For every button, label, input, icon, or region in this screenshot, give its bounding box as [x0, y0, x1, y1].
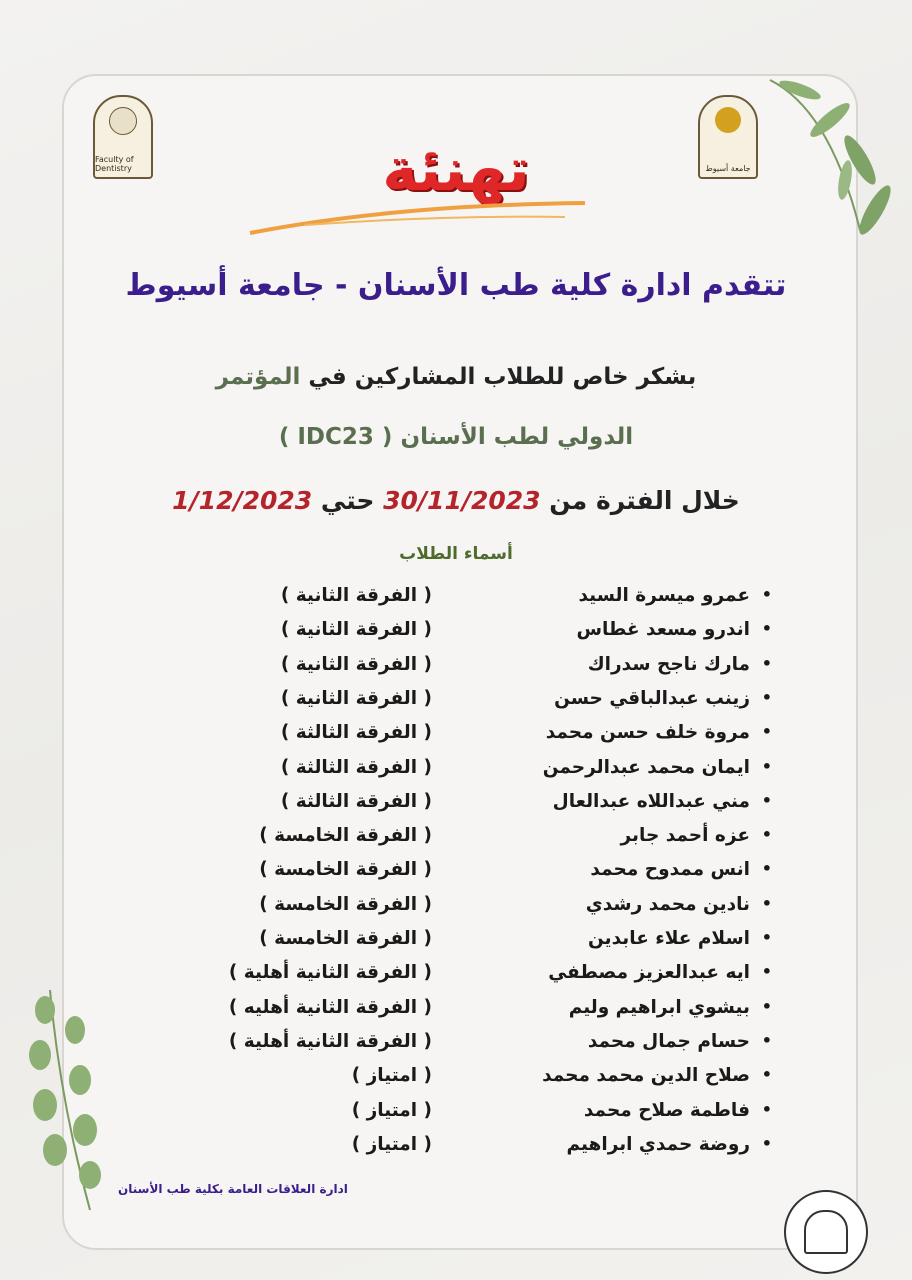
bullet-icon: •: [761, 1133, 772, 1153]
student-grade: ( الفرقة الثانية أهليه ): [228, 996, 432, 1018]
student-grade: ( الفرقة الثالثة ): [280, 722, 432, 744]
list-item: [0, 859, 912, 893]
list-item: [0, 654, 912, 688]
faculty-logo-text: Faculty of Dentistry: [95, 155, 134, 173]
list-item: [0, 585, 912, 619]
student-name: ايمان محمد عبدالرحمن: [542, 756, 750, 778]
bullet-icon: •: [761, 619, 772, 639]
student-name: اسلام علاء عابدين: [588, 928, 750, 949]
footer-credit: ادارة العلاقات العامة بكلية طب الأسنان: [118, 1182, 348, 1196]
student-name: روضة حمدي ابراهيم: [566, 1133, 750, 1155]
page-title: تهنئة: [382, 135, 530, 205]
student-grade: ( الفرقة الثانية أهلية ): [228, 1030, 432, 1052]
student-grade: ( الفرقة الثانية أهلية ): [228, 962, 432, 984]
list-item: [0, 894, 912, 928]
date-range: [0, 486, 912, 515]
student-name: مروة خلف حسن محمد: [545, 722, 750, 744]
student-name: اندرو مسعد غطاس: [576, 619, 750, 641]
bullet-icon: •: [761, 1099, 772, 1119]
list-item: [0, 928, 912, 962]
student-name: انس ممدوح محمد: [590, 859, 750, 881]
thanks-text: بشكر خاص للطلاب المشاركين في: [300, 364, 697, 390]
student-grade: ( الفرقة الثانية ): [280, 585, 432, 606]
student-grade: ( الفرقة الثانية ): [280, 619, 432, 641]
list-item: [0, 619, 912, 653]
bullet-icon: •: [761, 653, 772, 673]
thanks-line: [0, 364, 912, 390]
student-name: عزه أحمد جابر: [620, 825, 750, 847]
list-item: [0, 997, 912, 1031]
date-from: 30/11/2023: [383, 486, 541, 515]
student-name: حسام جمال محمد: [587, 1030, 750, 1052]
list-item: [0, 757, 912, 791]
swoosh-decoration-icon: [245, 195, 595, 240]
list-item: [0, 825, 912, 859]
period-label: خلال الفترة من: [540, 486, 740, 515]
student-name: مارك ناجح سدراك: [587, 653, 750, 675]
student-name: مني عبداللاه عبدالعال: [552, 790, 750, 812]
conference-name: الدولي لطب الأسنان ( IDC23 ): [278, 424, 634, 450]
list-item: [0, 1134, 912, 1168]
student-name: ايه عبدالعزيز مصطفي: [548, 962, 750, 984]
student-grade: ( امتياز ): [351, 1065, 432, 1087]
student-grade: ( امتياز ): [351, 1133, 432, 1155]
bullet-icon: •: [761, 893, 772, 913]
conference-word: المؤتمر: [215, 364, 301, 390]
to-label: حتي: [312, 486, 384, 515]
university-logo-text: جامعة أسيوط: [705, 164, 751, 173]
list-item: [0, 1031, 912, 1065]
bullet-icon: •: [761, 996, 772, 1016]
bullet-icon: •: [761, 859, 772, 879]
student-grade: ( الفرقة الثالثة ): [280, 790, 432, 812]
student-grade: ( الفرقة الثانية ): [280, 687, 432, 709]
student-grade: ( الفرقة الخامسة ): [259, 893, 432, 915]
bullet-icon: •: [761, 687, 772, 707]
student-name: عمرو ميسرة السيد: [578, 585, 750, 606]
student-grade: ( الفرقة الثالثة ): [280, 756, 432, 778]
list-item: [0, 688, 912, 722]
student-name: بيشوي ابراهيم وليم: [568, 996, 750, 1018]
student-grade: ( امتياز ): [351, 1099, 432, 1121]
bullet-icon: •: [761, 1065, 772, 1085]
bullet-icon: •: [761, 790, 772, 810]
student-grade: ( الفرقة الخامسة ): [259, 928, 432, 949]
subtitle: تتقدم ادارة كلية طب الأسنان - جامعة أسيوط: [125, 268, 787, 303]
official-page-stamp: [784, 1190, 868, 1274]
date-to: 1/12/2023: [172, 486, 313, 515]
student-name: نادين محمد رشدي: [585, 893, 750, 915]
list-item: [0, 722, 912, 756]
bullet-icon: •: [761, 585, 772, 604]
list-item: [0, 1100, 912, 1134]
student-grade: ( الفرقة الخامسة ): [259, 859, 432, 881]
bullet-icon: •: [761, 825, 772, 845]
bullet-icon: •: [761, 756, 772, 776]
list-item: [0, 1065, 912, 1099]
student-name: صلاح الدين محمد محمد: [542, 1065, 750, 1087]
bullet-icon: •: [761, 962, 772, 982]
bullet-icon: •: [761, 722, 772, 742]
student-name: زينب عبدالباقي حسن: [554, 687, 750, 709]
student-grade: ( الفرقة الخامسة ): [259, 825, 432, 847]
list-item: [0, 962, 912, 996]
list-item: [0, 791, 912, 825]
student-name: فاطمة صلاح محمد: [583, 1099, 750, 1121]
students-heading: أسماء الطلاب: [399, 544, 513, 564]
student-grade: ( الفرقة الثانية ): [280, 653, 432, 675]
bullet-icon: •: [761, 1030, 772, 1050]
bullet-icon: •: [761, 928, 772, 947]
